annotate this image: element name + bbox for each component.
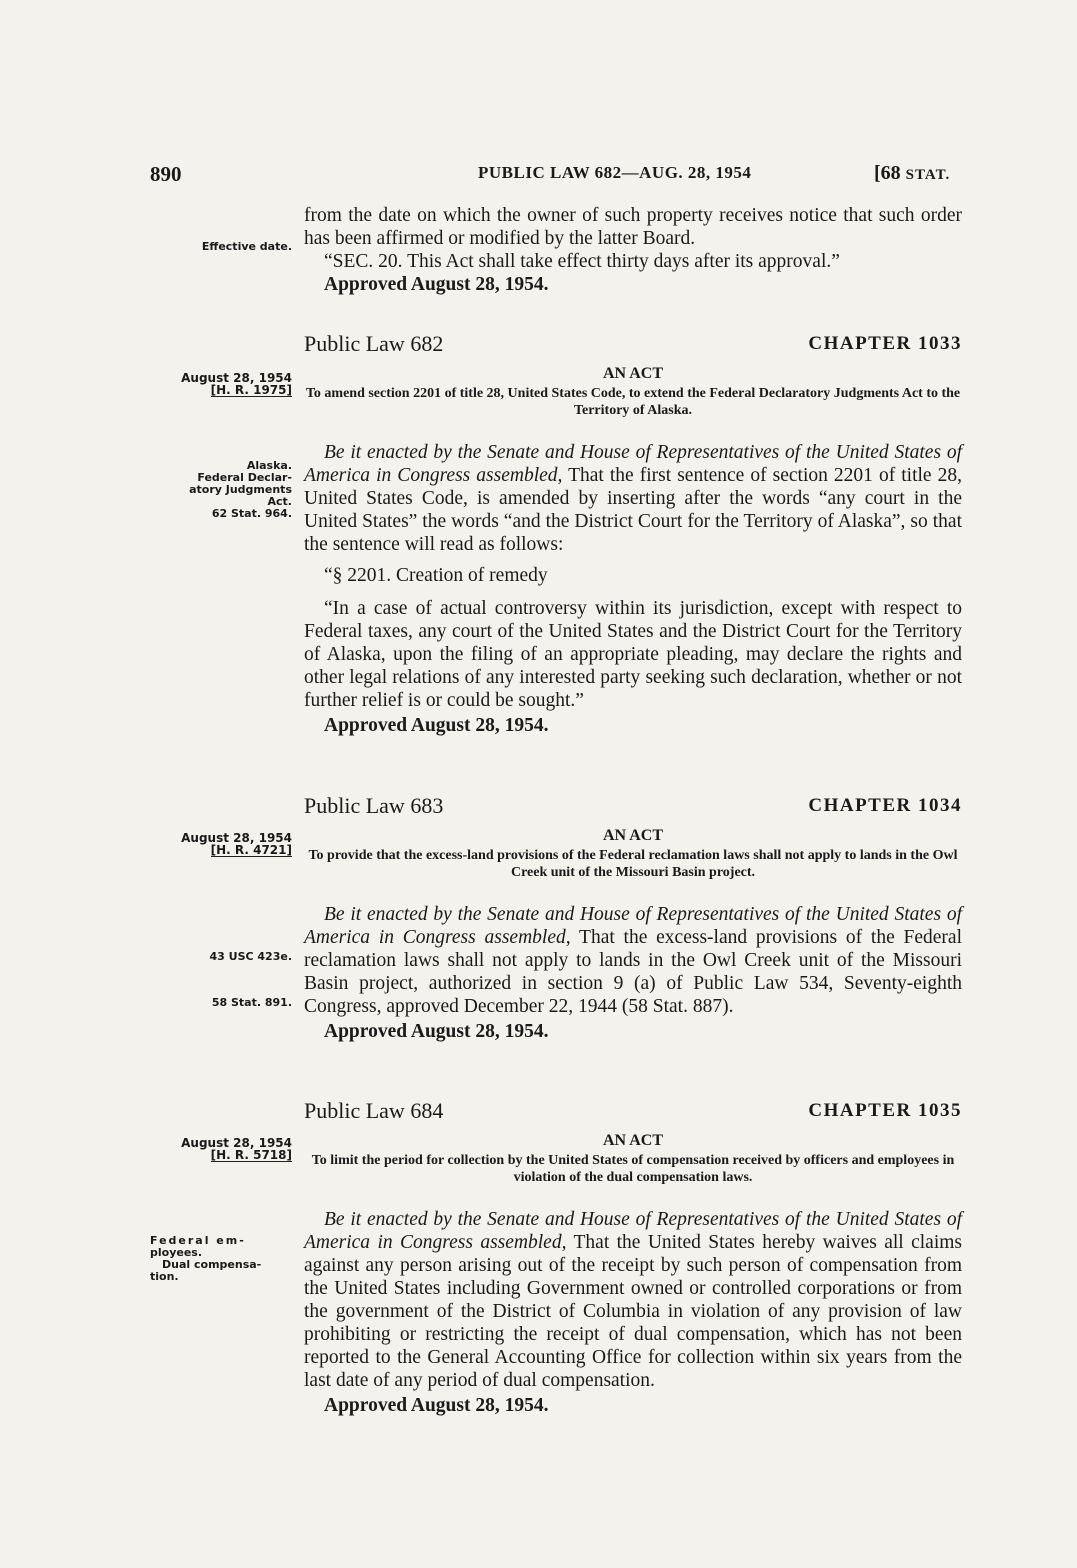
margin-pl684-date — [140, 1137, 292, 1162]
carryover-section — [304, 204, 962, 296]
fed-note-3: Dual compensa- — [162, 1258, 262, 1271]
margin-pl683-date — [140, 832, 292, 857]
pl683-bill: [H. R. 4721] — [210, 843, 292, 857]
pl684-bill: [H. R. 5718] — [210, 1148, 292, 1162]
alaska-note-3: atory Judgments — [189, 483, 292, 496]
section-20: “SEC. 20. This Act shall take effect thirty days after its approval.” — [324, 251, 840, 272]
fed-note-4: tion. — [150, 1270, 179, 1283]
stat-ref-prefix: [68 — [874, 162, 906, 184]
an-act-heading: AN ACT — [602, 827, 663, 844]
an-act-heading: AN ACT — [602, 365, 663, 382]
enacting-clause-paragraph — [304, 1208, 962, 1392]
act-body: That the excess-land provisions of the Federal reclamation laws shall not apply to lands in the Owl Creek unit of the Missouri Basin project, authorized in section 9 (a) of Public Law 534, Seventy-eighth Congress, approved December 22, 1944 (58 Stat. 887). — [304, 927, 962, 1017]
law-title: Public Law 683 — [304, 793, 444, 818]
statute-reference — [874, 162, 950, 185]
margin-stat891: 58 Stat. 891. — [211, 996, 292, 1009]
alaska-note-1: Alaska. — [246, 459, 292, 472]
chapter-number: CHAPTER 1035 — [808, 1100, 962, 1121]
enacting-clause-paragraph — [304, 903, 962, 1018]
section-heading: “§ 2201. Creation of remedy — [324, 565, 548, 586]
margin-usc: 43 USC 423e. — [209, 950, 292, 963]
an-act-heading: AN ACT — [602, 1132, 663, 1149]
pl684-date: August 28, 1954 — [181, 1136, 292, 1150]
approved-line: Approved August 28, 1954. — [324, 715, 549, 736]
pl682-date: August 28, 1954 — [181, 371, 292, 385]
margin-effective-date: Effective date. — [201, 240, 292, 253]
public-law-684 — [304, 1098, 962, 1417]
alaska-note-4: Act. — [267, 495, 292, 508]
alaska-note-5: 62 Stat. 964. — [211, 507, 292, 520]
law-title: Public Law 682 — [304, 331, 444, 356]
margin-pl682-date — [140, 372, 292, 397]
chapter-number: CHAPTER 1034 — [808, 795, 962, 816]
law-title: Public Law 684 — [304, 1098, 444, 1123]
carryover-text: from the date on which the owner of such property receives notice that such order has been affirmed or modified by the latter Board. — [304, 205, 962, 249]
stat-ref-small: STAT. — [905, 167, 951, 183]
enacting-clause: Be it enacted by the Senate and House of Representatives of the United States of America in Congress assembled, — [304, 904, 962, 948]
act-body: That the United States hereby waives all claims against any person arising out of the receipt by such person of compensation from the United States including Government owned or controlled corporations or from the government of the District of Columbia in violation of any provision of law prohibiting or restricting the receipt of dual compensation, which has not been reported to the General Accounting Office for collection within six years from the last date of any period of dual compensation. — [304, 1232, 962, 1391]
approved-line: Approved August 28, 1954. — [324, 1395, 549, 1416]
enacting-clause-paragraph — [304, 441, 962, 556]
public-law-682 — [304, 331, 962, 737]
enacting-clause: Be it enacted by the Senate and House of Representatives of the United States of America in Congress assembled, — [304, 442, 962, 486]
pl683-date: August 28, 1954 — [181, 831, 292, 845]
quoted-text: “In a case of actual controversy within its jurisdiction, except with respect to Federal taxes, any court of the United States and the District Court for the Territory of Alaska, upon the filing of an appropriate pleading, may declare the rights and other legal relations of any interested party seeking such declaration, whether or not further relief is or could be sought.” — [304, 598, 962, 711]
margin-alaska — [140, 460, 292, 520]
fed-note-2: ployees. — [150, 1246, 203, 1259]
act-title: To provide that the excess-land provisions of the Federal reclamation laws shall not apply to lands in the Owl Creek unit of the Missouri Basin project. — [308, 848, 958, 880]
chapter-number: CHAPTER 1033 — [808, 333, 962, 354]
fed-note-1: Federal em- — [150, 1234, 246, 1247]
act-title: To amend section 2201 of title 28, United States Code, to extend the Federal Declaratory Judgments Act to the Territory of Alaska. — [305, 386, 961, 418]
approved-line: Approved August 28, 1954. — [324, 274, 549, 295]
act-body: That the first sentence of section 2201 of title 28, United States Code, is amended by inserting after the words “any court in the United States” the words “and the District Court for the Territory of Alaska”, so that the sentence will read as follows: — [304, 465, 962, 555]
running-head: PUBLIC LAW 682—AUG. 28, 1954 — [478, 163, 752, 182]
alaska-note-2: Federal Declar- — [197, 471, 292, 484]
page-number: 890 — [150, 162, 182, 186]
act-title: To limit the period for collection by the United States of compensation received by officers and employees in violation of the dual compensation laws. — [311, 1153, 955, 1185]
enacting-clause: Be it enacted by the Senate and House of Representatives of the United States of America in Congress assembled, — [304, 1209, 962, 1253]
margin-federal-employees — [150, 1235, 295, 1283]
pl682-bill: [H. R. 1975] — [210, 383, 292, 397]
approved-line: Approved August 28, 1954. — [324, 1021, 549, 1042]
public-law-683 — [304, 793, 962, 1043]
